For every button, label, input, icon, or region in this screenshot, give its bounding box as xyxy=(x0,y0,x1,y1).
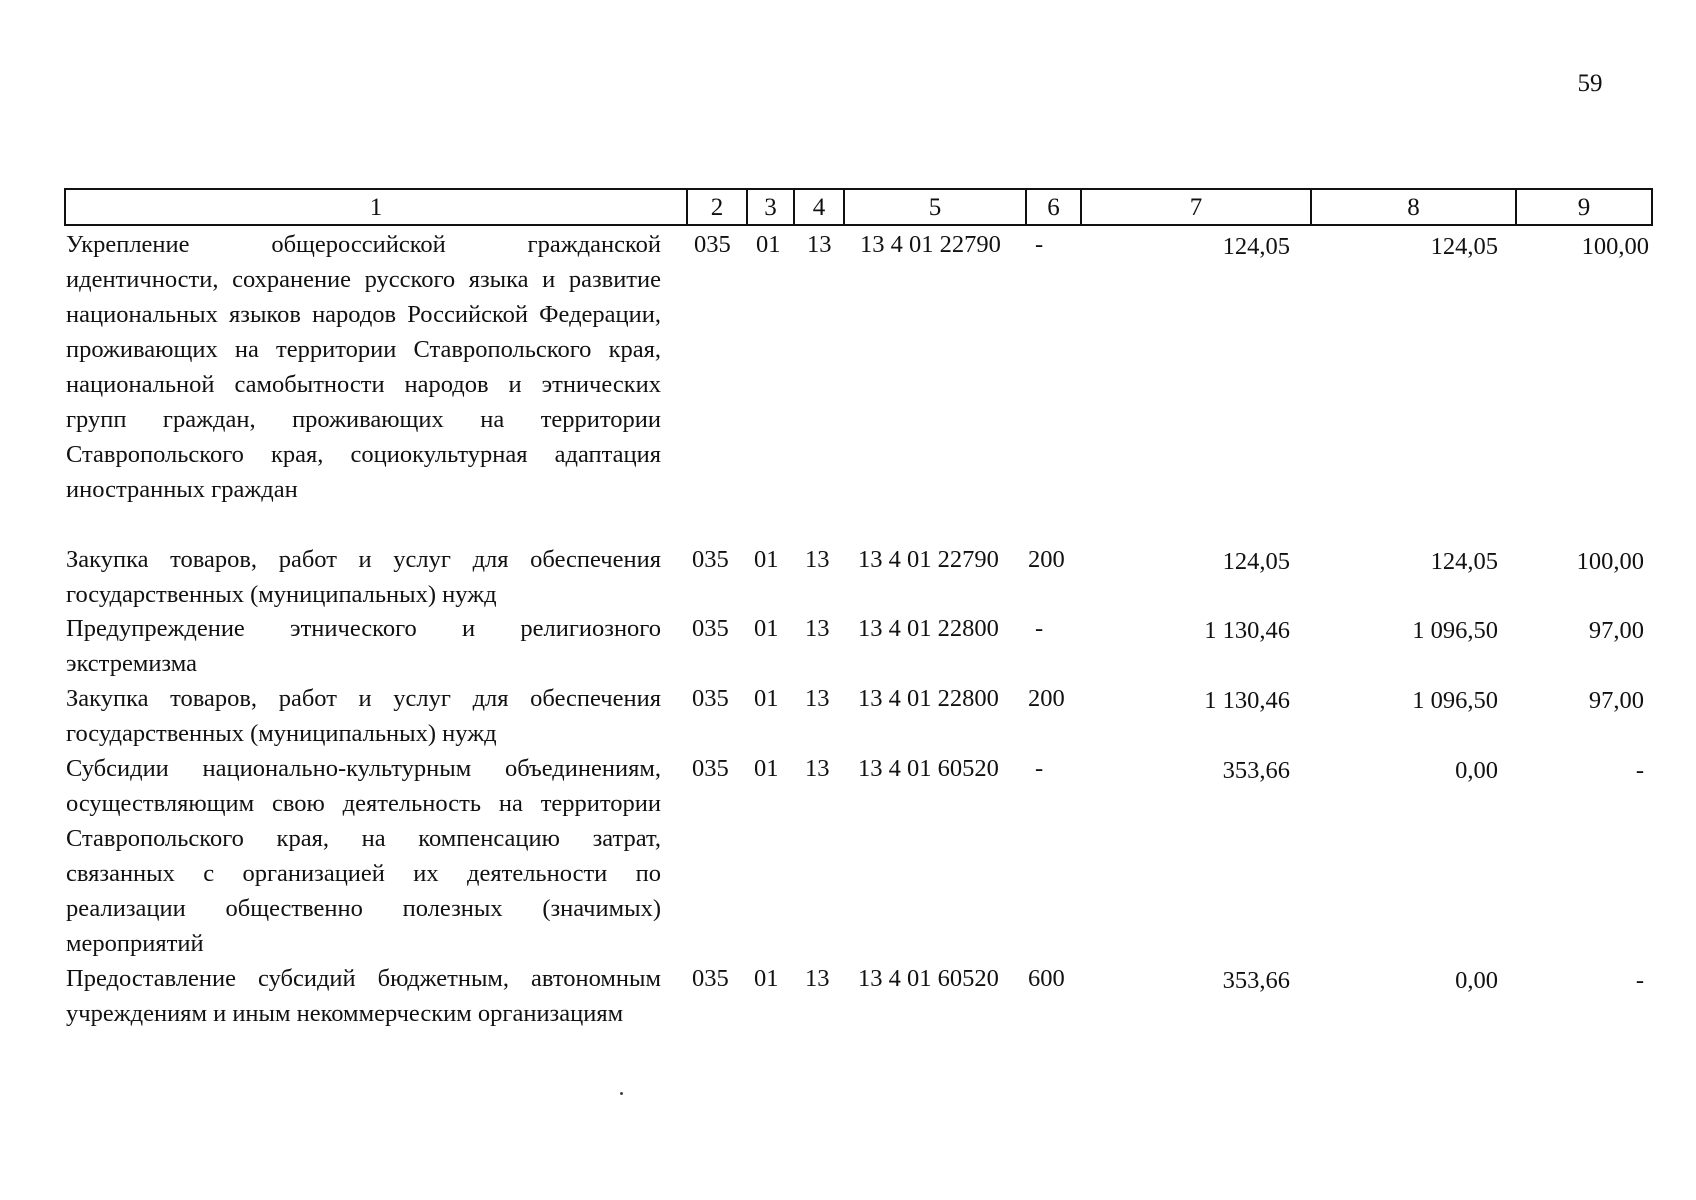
cell-col-7: 353,66 xyxy=(1222,967,1290,994)
cell-expense-type: 200 xyxy=(1028,546,1065,573)
header-col-1: 1 xyxy=(369,194,383,221)
header-col-9: 9 xyxy=(1515,190,1651,224)
page-number: 59 xyxy=(1577,70,1603,97)
cell-section: 01 xyxy=(754,615,779,642)
cell-col-8: 124,05 xyxy=(1430,548,1498,575)
cell-target-article: 13 4 01 60520 xyxy=(858,755,999,782)
cell-target-article: 13 4 01 22800 xyxy=(858,685,999,712)
cell-col-7: 124,05 xyxy=(1222,548,1290,575)
cell-subsection: 13 xyxy=(805,546,830,573)
header-col-6: 6 xyxy=(1025,190,1080,224)
cell-expense-type: - xyxy=(1035,615,1044,642)
cell-ministry-code: 035 xyxy=(692,965,729,992)
header-col-8: 8 xyxy=(1310,190,1515,224)
cell-ministry-code: 035 xyxy=(692,615,729,642)
cell-target-article: 13 4 01 22790 xyxy=(860,231,1001,258)
cell-target-article: 13 4 01 60520 xyxy=(858,965,999,992)
cell-subsection: 13 xyxy=(805,965,830,992)
cell-ministry-code: 035 xyxy=(692,546,729,573)
cell-col-9: 100,00 xyxy=(1581,233,1649,260)
header-col-4: 4 xyxy=(793,190,843,224)
cell-expense-type: 600 xyxy=(1028,965,1065,992)
cell-col-8: 1 096,50 xyxy=(1412,687,1498,714)
cell-col-9: - xyxy=(1635,757,1644,784)
cell-col-8: 124,05 xyxy=(1430,233,1498,260)
cell-col-9: - xyxy=(1635,967,1644,994)
cell-col-7: 1 130,46 xyxy=(1204,617,1290,644)
header-col-5: 5 xyxy=(843,190,1025,224)
cell-section: 01 xyxy=(754,685,779,712)
cell-col-7: 1 130,46 xyxy=(1204,687,1290,714)
table-header-row xyxy=(64,188,1653,226)
row-description: Предоставление субсидий бюджетным, автономным учреждениям и иным некоммерческим организациям xyxy=(66,965,661,1027)
row-description: Укрепление общероссийской гражданской идентичности, сохранение русского языка и развитие национальных языков народов Российской Федерации, проживающих на территории Ставропольского края, национальной самобытности народов и этнических групп граждан, проживающих на территории Ставропольского края, социокультурная адаптация иностранных граждан xyxy=(66,231,661,503)
row-description: Предупреждение этнического и религиозного экстремизма xyxy=(66,615,661,677)
cell-col-7: 353,66 xyxy=(1222,757,1290,784)
cell-subsection: 13 xyxy=(807,231,832,258)
cell-section: 01 xyxy=(756,231,781,258)
cell-col-8: 1 096,50 xyxy=(1412,617,1498,644)
row-description: Закупка товаров, работ и услуг для обеспечения государственных (муниципальных) нужд xyxy=(66,546,661,608)
scan-speck xyxy=(620,1092,623,1095)
cell-col-9: 100,00 xyxy=(1576,548,1644,575)
row-description: Закупка товаров, работ и услуг для обеспечения государственных (муниципальных) нужд xyxy=(66,685,661,747)
cell-col-9: 97,00 xyxy=(1588,617,1644,644)
cell-section: 01 xyxy=(754,965,779,992)
cell-section: 01 xyxy=(754,755,779,782)
cell-expense-type: - xyxy=(1035,231,1044,258)
cell-subsection: 13 xyxy=(805,685,830,712)
row-description: Субсидии национально-культурным объединениям, осуществляющим свою деятельность на территории Ставропольского края, на компенсацию затрат, связанных с организацией их деятельности по реализации общественно полезных (значимых) мероприятий xyxy=(66,755,661,957)
cell-expense-type: 200 xyxy=(1028,685,1065,712)
cell-subsection: 13 xyxy=(805,755,830,782)
cell-target-article: 13 4 01 22790 xyxy=(858,546,999,573)
cell-col-8: 0,00 xyxy=(1455,967,1498,994)
cell-target-article: 13 4 01 22800 xyxy=(858,615,999,642)
cell-ministry-code: 035 xyxy=(692,685,729,712)
cell-section: 01 xyxy=(754,546,779,573)
cell-col-9: 97,00 xyxy=(1588,687,1644,714)
cell-ministry-code: 035 xyxy=(692,755,729,782)
header-col-2: 2 xyxy=(686,190,746,224)
cell-subsection: 13 xyxy=(805,615,830,642)
cell-ministry-code: 035 xyxy=(694,231,731,258)
header-col-3: 3 xyxy=(746,190,793,224)
cell-col-8: 0,00 xyxy=(1455,757,1498,784)
cell-expense-type: - xyxy=(1035,755,1044,782)
header-col-7: 7 xyxy=(1080,190,1310,224)
cell-col-7: 124,05 xyxy=(1222,233,1290,260)
